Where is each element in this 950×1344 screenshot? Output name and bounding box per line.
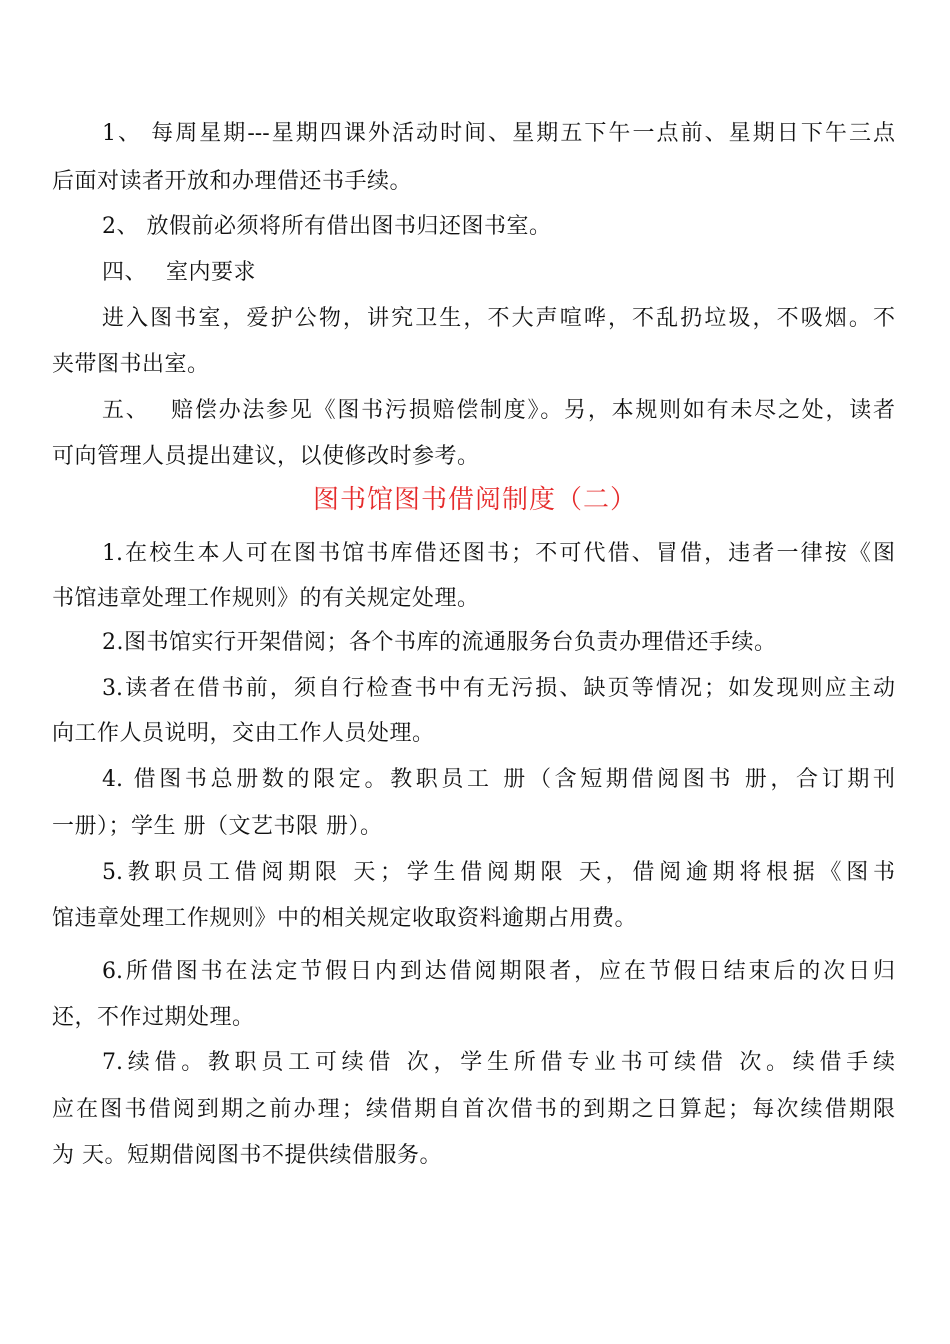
rule-3-line1: 3.读者在借书前，须自行检查书中有无污损、缺页等情况；如发现则应主动 <box>102 676 895 701</box>
heading-5-line1: 五、 赔偿办法参见《图书污损赔偿制度》。另，本规则如有未尽之处，读者 <box>102 398 895 423</box>
rule-6-line2: 还，不作过期处理。 <box>52 1005 255 1030</box>
rule-5-line2: 馆违章处理工作规则》中的相关规定收取资料逾期占用费。 <box>52 906 638 931</box>
rule-3-line2: 向工作人员说明，交由工作人员处理。 <box>52 721 435 746</box>
para4-line2: 夹带图书出室。 <box>52 352 210 377</box>
rule-4-line2: 一册）；学生 册（文艺书限 册）。 <box>52 814 383 839</box>
rule-4-line1: 4. 借图书总册数的限定。教职员工 册（含短期借阅图书 册，合订期刊 <box>102 767 895 792</box>
para4-line1: 进入图书室，爱护公物，讲究卫生，不大声喧哗，不乱扔垃圾，不吸烟。不 <box>102 306 895 331</box>
rule-2: 2.图书馆实行开架借阅；各个书库的流通服务台负责办理借还手续。 <box>102 630 777 655</box>
rule-7-line2: 应在图书借阅到期之前办理；续借期自首次借书的到期之日算起；每次续借期限 <box>52 1097 895 1122</box>
rule-6-line1: 6.所借图书在法定节假日内到达借阅期限者，应在节假日结束后的次日归 <box>102 959 895 984</box>
item1-line2: 后面对读者开放和办理借还书手续。 <box>52 169 413 194</box>
rule-7-line3: 为 天。短期借阅图书不提供续借服务。 <box>52 1143 442 1168</box>
rule-5-line1: 5.教职员工借阅期限 天；学生借阅期限 天，借阅逾期将根据《图书 <box>102 860 895 885</box>
rule-1-line1: 1.在校生本人可在图书馆书库借还图书；不可代借、冒借，违者一律按《图 <box>102 541 895 566</box>
rule-7-line1: 7.续借。教职员工可续借 次，学生所借专业书可续借 次。续借手续 <box>102 1050 895 1075</box>
heading-5-line2: 可向管理人员提出建议，以使修改时参考。 <box>52 444 480 469</box>
item2: 2、 放假前必须将所有借出图书归还图书室。 <box>102 214 552 239</box>
heading-4: 四、 室内要求 <box>102 260 256 285</box>
rule-1-line2: 书馆违章处理工作规则》的有关规定处理。 <box>52 586 480 611</box>
section-title: 图书馆图书借阅制度（二） <box>312 485 637 515</box>
item1-line1: 1、 每周星期---星期四课外活动时间、星期五下午一点前、星期日下午三点 <box>102 121 895 146</box>
